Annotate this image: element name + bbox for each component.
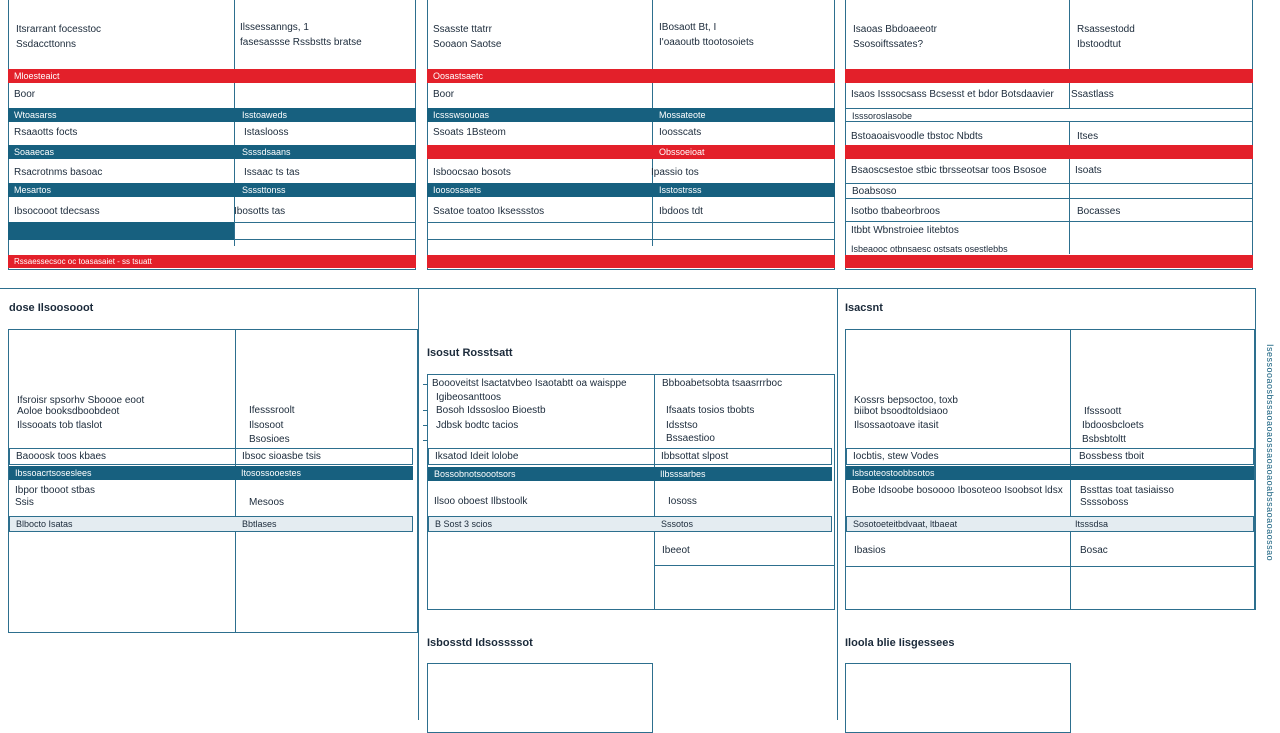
row-label: Isotbo tbabeorbroos <box>851 206 940 217</box>
row-label: Bstoaoaisvoodle tbstoc Nbdts <box>851 131 983 142</box>
cell-label: Icssswsouoas <box>433 110 490 120</box>
section-divider <box>418 288 419 720</box>
row-value: Istaslooss <box>244 127 289 138</box>
cell-label: Iocbtis, stew Vodes <box>853 451 939 462</box>
row-value: Itses <box>1077 131 1099 142</box>
cell-label: Sosotoeteitbdvaat, ltbaeat <box>853 519 958 529</box>
cell-label: Ioosossaets <box>433 185 482 195</box>
tick-mark <box>423 410 427 411</box>
row-value: Ipassio tos <box>651 167 699 178</box>
row-value: Bssttas toat tasiaisso <box>1080 485 1174 496</box>
section-title: Isbosstd Idsossssot <box>427 637 533 649</box>
row-label: Ssatoe toatoo Iksessstos <box>433 206 545 217</box>
footer-bar[interactable] <box>845 255 1253 268</box>
detail-value: Ilsosoot <box>249 420 284 431</box>
section-divider <box>0 288 1256 289</box>
highlight-row[interactable] <box>427 145 835 159</box>
row-label: Boor <box>433 89 455 100</box>
cell-label: B Sost 3 scios <box>435 519 493 529</box>
row-divider <box>846 566 1254 567</box>
row-label: Ibsocooot tdecsass <box>14 206 100 217</box>
row-value: Isoats <box>1075 165 1102 176</box>
detail-value: Bsbsbtoltt <box>1082 434 1126 445</box>
table-row[interactable] <box>846 516 1254 532</box>
tick-mark <box>423 425 427 426</box>
detail-panel-left <box>8 329 418 633</box>
cell-value: Sssotos <box>661 519 694 529</box>
detail-line: Ifsroisr spsorhv Sboooe eoot <box>17 395 145 406</box>
table-row[interactable] <box>9 448 413 465</box>
cell-value: Isstoaweds <box>242 110 288 120</box>
cell-value: Bossbess tboit <box>1079 451 1145 462</box>
sub-row[interactable] <box>845 183 1253 199</box>
cell-value: Itsssdsa <box>1075 519 1109 529</box>
row-value: Ssastlass <box>1071 89 1114 100</box>
table-row[interactable] <box>9 516 413 532</box>
row-label: Boor <box>14 89 36 100</box>
empty-cell[interactable] <box>427 222 653 240</box>
tick-mark <box>423 440 427 441</box>
empty-cell[interactable] <box>652 222 835 240</box>
empty-cell[interactable] <box>234 222 416 240</box>
table-row-selected[interactable] <box>8 108 416 122</box>
row-value: Mesoos <box>249 497 285 508</box>
cell-value: Bbtlases <box>242 519 277 529</box>
table-row-selected[interactable] <box>428 467 832 481</box>
row-label: Isaos Isssocsass Bcsesst et bdor Botsdaavier <box>851 89 1054 100</box>
detail-value: Ifesssroolt <box>249 405 295 416</box>
cell-label: Ibssoacrtsoseslees <box>15 468 92 478</box>
header-label: Itsrarrant focesstoc <box>16 24 102 35</box>
table-row-selected[interactable] <box>427 108 835 122</box>
row-value: Ibosotts tas <box>234 206 286 217</box>
section-divider <box>837 288 838 720</box>
row-value: Issaac ts tas <box>244 167 300 178</box>
row-label: Rsaaotts focts <box>14 127 78 138</box>
table-row-selected[interactable] <box>8 145 416 159</box>
row-label: Isbeaooc otbnsaesc ostsats osestlebbs <box>851 244 1008 254</box>
cell-value: Mossateote <box>659 110 706 120</box>
top-panel-1 <box>8 0 416 270</box>
row-label: Isboocsao bosots <box>433 167 511 178</box>
row-label: Rsacrotnms basoac <box>14 167 103 178</box>
row-divider <box>654 565 834 566</box>
detail-line: Bosoh Idssosloo Bioestb <box>436 405 546 416</box>
detail-value: Idsstso <box>666 420 698 431</box>
detail-value: Ifsaats tosios tbobts <box>666 405 755 416</box>
detail-line: Kossrs bepsoctoo, toxb <box>854 395 958 406</box>
detail-value: Ifsssoott <box>1084 406 1122 417</box>
detail-value: Bbboabetsobta tsaasrrrboc <box>662 378 783 389</box>
column-divider <box>654 375 655 609</box>
header-subvalue: Ibstoodtut <box>1077 39 1121 50</box>
tick-mark <box>423 384 427 385</box>
table-row-selected[interactable] <box>8 183 416 197</box>
row-label: Ssis <box>15 497 34 508</box>
row-value: Ibeeot <box>662 545 690 556</box>
cell-value: Ibbsottat slpost <box>661 451 729 462</box>
header-sublabel: Ssdaccttonns <box>16 39 77 50</box>
row-value: Iososs <box>668 496 697 507</box>
detail-line: Aoloe booksdboobdeot <box>17 406 120 417</box>
table-row[interactable] <box>846 448 1254 465</box>
detail-line: Igibeosanttoos <box>436 392 502 403</box>
detail-line: Ilsossaotoave itasit <box>854 420 939 431</box>
row-label: Ssoats 1Bsteom <box>433 127 506 138</box>
detail-line: biibot bsoodtoldsiaoo <box>854 406 948 417</box>
cell-label: Soaaecas <box>14 147 55 157</box>
detail-line: Boooveitst lsactatvbeo Isaotabtt oa waisppe <box>432 378 627 389</box>
header-value: Rsassestodd <box>1077 24 1135 35</box>
bottom-panel-right <box>845 663 1071 733</box>
section-header-bar[interactable] <box>845 69 1253 83</box>
table-row-selected[interactable] <box>9 466 413 480</box>
detail-value: Bsosioes <box>249 434 290 445</box>
header-label: Ssasste ttatrr <box>433 24 492 35</box>
row-value: Bosac <box>1080 545 1108 556</box>
cell-label: Wtoasarss <box>14 110 57 120</box>
vertical-side-label: Isessooaosbssaoaoaossaoaoaoabssaoaoaossao <box>1265 344 1275 562</box>
cell-label: Bossobnotsoootsors <box>434 469 516 479</box>
row-value: Bocasses <box>1077 206 1121 217</box>
table-row[interactable]: Isssoroslasobe <box>845 108 1253 122</box>
footer-bar[interactable] <box>427 255 835 268</box>
row-label: Ilsoo oboest Ilbstoolk <box>434 496 528 507</box>
header-label: Isaoas Bbdoaeeotr <box>853 24 937 35</box>
row-value: Ioosscats <box>659 127 702 138</box>
cell-value: Ssssdsaans <box>242 147 291 157</box>
row-label: Bobe Idsoobe bosoooo Ibosoteoo Isoobsot ldsx <box>852 485 1063 496</box>
table-row-selected[interactable] <box>427 183 835 197</box>
filled-cell[interactable] <box>8 222 235 240</box>
detail-value: Bssaestioo <box>666 433 715 444</box>
section-title: Iloola blie Iisgessees <box>845 637 955 649</box>
detail-line: Jdbsk bodtc tacios <box>436 420 519 431</box>
cell-label: Boabsoso <box>852 186 897 197</box>
detail-panel-right <box>845 329 1255 610</box>
cell-value: Ssssttonss <box>242 185 286 195</box>
detail-panel-middle <box>427 374 835 610</box>
column-divider <box>1069 0 1070 254</box>
cell-value: Itosossooestes <box>241 468 302 478</box>
top-panel-2 <box>427 0 835 270</box>
column-divider <box>235 330 236 632</box>
cell-value: Isstostrsss <box>659 185 702 195</box>
row-value: Ssssoboss <box>1080 497 1129 508</box>
row-label: Itbbt Wbnstroiee Iitebtos <box>851 225 959 236</box>
highlight-row[interactable] <box>845 145 1253 159</box>
top-panel-3 <box>845 0 1253 270</box>
cell-label: Blbocto Isatas <box>16 519 73 529</box>
row-label: Ibpor tbooot stbas <box>15 485 96 496</box>
cell-label: Iksatod Ideit lolobe <box>435 451 519 462</box>
section-title: dose Ilsoosooot <box>9 302 94 314</box>
column-divider <box>652 0 653 246</box>
header-subvalue: I'oaaoutb ttootosoiets <box>659 37 754 48</box>
section-header-bar[interactable]: Mloesteaict <box>8 69 416 83</box>
cell-value: Obssoeioat <box>659 147 705 157</box>
header-subvalue: fasesassse Rssbstts bratse <box>240 37 362 48</box>
detail-line: Ilssooats tob tlaslot <box>17 420 103 431</box>
section-title: Isacsnt <box>845 302 883 314</box>
row-divider <box>845 221 1253 222</box>
cell-label: Baooosk toos kbaes <box>16 451 107 462</box>
cell-value: Ilbsssarbes <box>660 469 706 479</box>
section-divider <box>1255 288 1256 610</box>
row-label: Bsaoscsestoe stbic tbrsseotsar toos Bsosoe <box>851 165 1047 176</box>
header-value: Ilssessanngs, 1 <box>240 22 309 33</box>
table-row[interactable] <box>428 516 832 532</box>
row-label: Ibasios <box>854 545 886 556</box>
detail-value: Ibdoosbcloets <box>1082 420 1144 431</box>
row-value: Ibdoos tdt <box>659 206 703 217</box>
table-row[interactable] <box>428 448 832 465</box>
cell-label: Mesartos <box>14 185 52 195</box>
header-sublabel: Ssosoiftssates? <box>853 39 924 50</box>
table-row-selected[interactable]: Isbsoteostoobbsotos <box>846 466 1254 480</box>
cell-value: Ibsoc sioasbe tsis <box>242 451 321 462</box>
bottom-panel-middle <box>427 663 653 733</box>
header-value: IBosaott Bt, I <box>659 22 717 33</box>
section-title: Isosut Rosstsatt <box>427 347 513 359</box>
footer-bar[interactable]: Rssaessecsoc oc toasasaiet - ss tsuatt <box>8 255 416 268</box>
header-sublabel: Sooaon Saotse <box>433 39 502 50</box>
section-header-bar[interactable]: Oosastsaetc <box>427 69 835 83</box>
